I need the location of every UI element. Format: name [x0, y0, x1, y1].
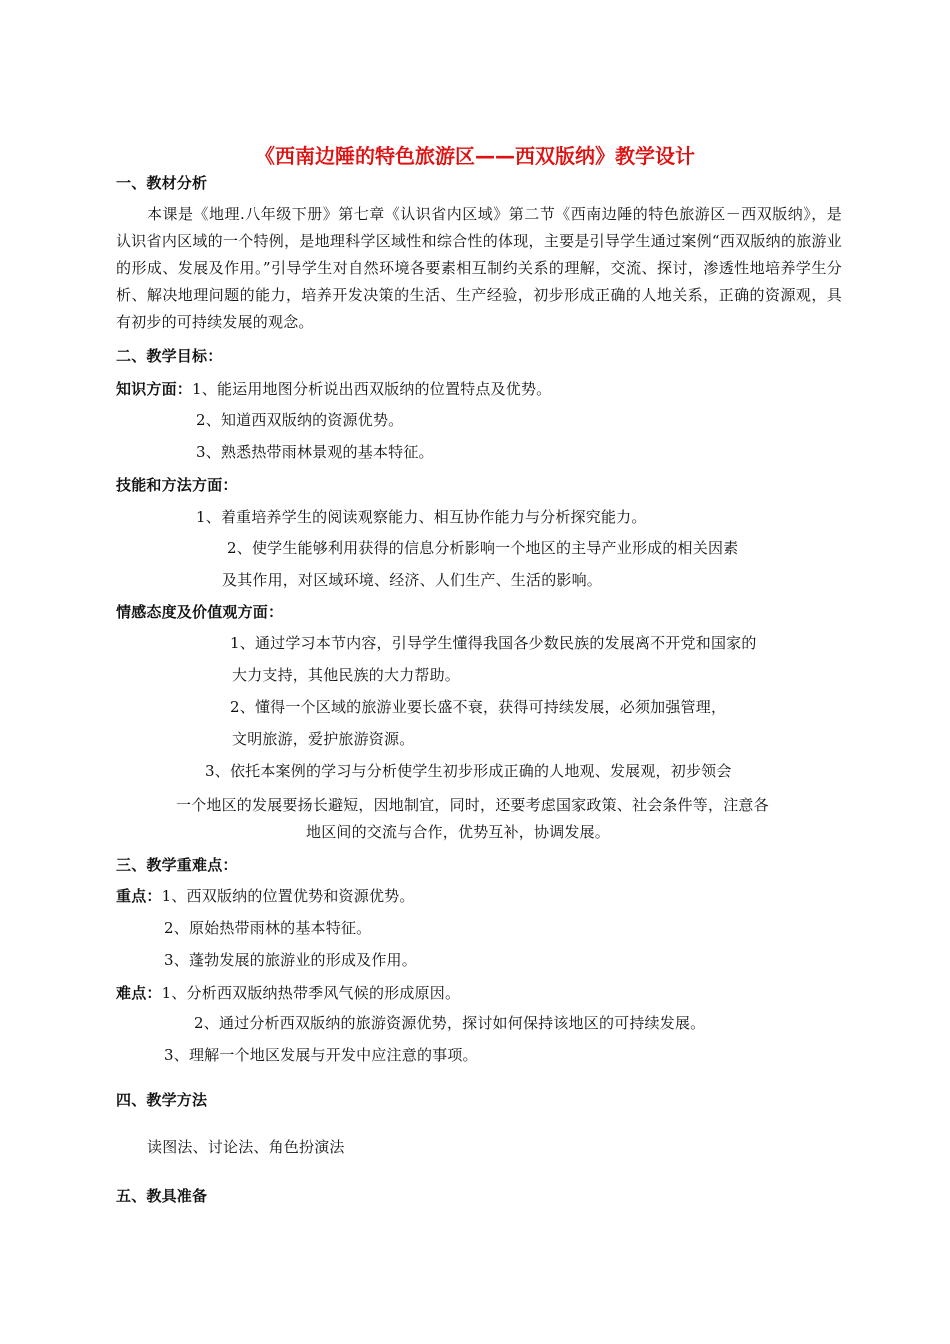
section-heading-teaching-aids: 五、教具准备	[116, 1187, 208, 1205]
textbook-analysis-paragraph: 本课是《地理.八年级下册》第七章《认识省内区域》第二节《西南边陲的特色旅游区－西双版纳》，是认识省内区域的一个特例，是地理科学区域性和综合性的体现，主要是引导学生通过案例“西双版纳的旅游业的形成、发展及作用。”引导学生对自然环境各要素相互制约关系的理解，交流、探讨，渗透性地培养学生分析、解决地理问题的能力，培养开发决策的生活、生产经验，初步形成正确的人地关系，正确的资源观，具有初步的可持续发展的观念。	[116, 205, 842, 331]
knowledge-label: 知识方面：	[116, 380, 193, 398]
knowledge-item-2: 2、知道西双版纳的资源优势。	[196, 411, 404, 429]
difficult-item-1: 1、分析西双版纳热带季风气候的形成原因。	[161, 984, 461, 1002]
skills-item-1: 1、着重培养学生的阅读观察能力、相互协作能力与分析探究能力。	[196, 508, 647, 526]
difficult-item-1-line	[116, 983, 460, 1003]
key-item-1: 1、西双版纳的位置优势和资源优势。	[161, 887, 415, 905]
section-heading-teaching-goals: 二、教学目标：	[116, 347, 223, 365]
attitude-item-3-line-1: 3、依托本案例的学习与分析使学生初步形成正确的人地观、发展观，初步领会	[205, 762, 732, 780]
key-item-2: 2、原始热带雨林的基本特征。	[164, 919, 372, 937]
teaching-methods-content: 读图法、讨论法、角色扮演法	[147, 1138, 345, 1156]
section-heading-key-difficult: 三、教学重难点：	[116, 856, 238, 874]
attitude-item-1-line-2: 大力支持，其他民族的大力帮助。	[232, 666, 461, 684]
skills-item-2-line-1: 2、使学生能够利用获得的信息分析影响一个地区的主导产业形成的相关因素	[227, 539, 739, 557]
attitude-item-2-line-2: 文明旅游，爱护旅游资源。	[232, 730, 415, 748]
key-item-3: 3、蓬勃发展的旅游业的形成及作用。	[164, 951, 417, 969]
key-points-label: 重点：	[116, 887, 162, 905]
key-item-1-line	[116, 886, 415, 906]
skills-label: 技能和方法方面：	[116, 476, 238, 494]
knowledge-item-1: 1、能运用地图分析说出西双版纳的位置特点及优势。	[192, 380, 552, 398]
attitude-item-1-line-1: 1、通过学习本节内容，引导学生懂得我国各少数民族的发展离不开党和国家的	[230, 634, 757, 652]
section-heading-teaching-methods: 四、教学方法	[116, 1091, 208, 1109]
knowledge-item-1-line	[116, 379, 551, 399]
attitude-item-3-line-3: 地区间的交流与合作，优势互补，协调发展。	[306, 823, 611, 841]
attitude-item-3-line-2: 一个地区的发展要扬长避短，因地制宜，同时，还要考虑国家政策、社会条件等，注意各	[176, 796, 769, 814]
knowledge-item-3: 3、熟悉热带雨林景观的基本特征。	[196, 443, 434, 461]
difficult-item-3: 3、理解一个地区发展与开发中应注意的事项。	[164, 1046, 478, 1064]
document-title: 《西南边陲的特色旅游区——西双版纳》教学设计	[255, 144, 695, 168]
skills-item-2-line-2: 及其作用，对区域环境、经济、人们生产、生活的影响。	[222, 571, 603, 589]
difficult-points-label: 难点：	[116, 984, 162, 1002]
attitude-item-2-line-1: 2、懂得一个区域的旅游业要长盛不衰，获得可持续发展，必须加强管理，	[230, 698, 727, 716]
section-heading-textbook-analysis: 一、教材分析	[116, 174, 208, 192]
attitude-label: 情感态度及价值观方面：	[116, 603, 284, 621]
difficult-item-2: 2、通过分析西双版纳的旅游资源优势，探讨如何保持该地区的可持续发展。	[194, 1014, 706, 1032]
